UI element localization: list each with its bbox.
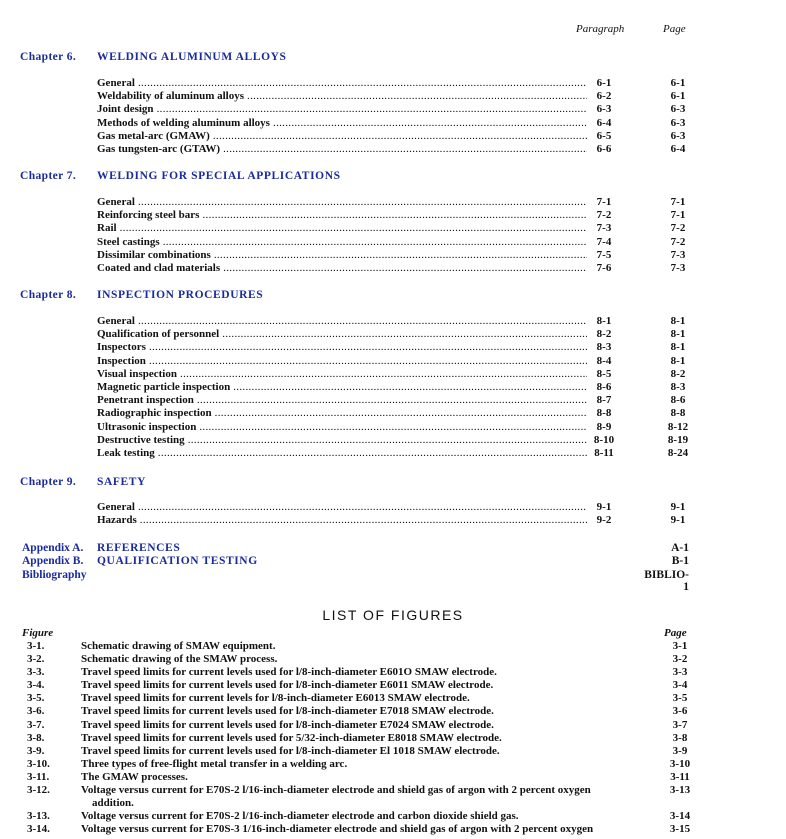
chapter-heading[interactable]: [20, 476, 146, 488]
entry-page: 6-1: [670, 90, 686, 103]
figure-number: 3-7.: [27, 718, 45, 731]
figure-caption: Voltage versus current for E70S-3 1/16-inch-diameter electrode and shield gas of argon with 2 percent oxygen: [81, 823, 594, 836]
figure-caption: Travel speed limits for current levels used for 5/32-inch-diameter E8018 SMAW electrode.: [81, 731, 502, 744]
figure-page: 3-2: [672, 653, 688, 666]
toc-entry[interactable]: [97, 407, 697, 420]
figure-page: 3-5: [672, 692, 688, 705]
chapter-label: Chapter 7.: [20, 170, 77, 182]
toc-entry[interactable]: [97, 434, 697, 447]
figure-number: 3-14.: [27, 823, 50, 836]
toc-entry[interactable]: [97, 501, 697, 514]
figure-page: 3-8: [672, 731, 688, 744]
toc-entry[interactable]: [97, 421, 697, 434]
figure-caption: Voltage versus current for E70S-2 l/16-inch-diameter electrode and shield gas of argon with 2 percent oxygen: [81, 784, 591, 797]
entry-paragraph: 8-1: [587, 315, 621, 327]
entry-page: 7-1: [670, 209, 686, 222]
toc-entry[interactable]: [97, 328, 697, 341]
chapter-heading[interactable]: [20, 170, 341, 182]
entry-page: 7-1: [670, 196, 686, 208]
toc-entry[interactable]: [97, 117, 697, 130]
figure-number: 3-3.: [27, 666, 45, 679]
entry-page: 6-4: [670, 142, 686, 155]
figure-column-header: Figure: [22, 627, 54, 639]
entry-title: Dissimilar combinations .....: [97, 249, 587, 261]
entry-title: Penetrant inspection .....: [97, 394, 587, 406]
appendix-page: B-1: [671, 555, 689, 567]
entry-paragraph: 6-3: [587, 103, 621, 115]
entry-title: Rail .....: [97, 222, 587, 234]
appendix-title: QUALIFICATION TESTING: [97, 555, 258, 567]
figure-page: 3-9: [672, 744, 688, 757]
entry-paragraph: 8-10: [587, 434, 621, 446]
entry-page: 8-6: [670, 394, 686, 407]
entry-paragraph: 8-9: [587, 421, 621, 433]
entry-page: 6-3: [670, 103, 686, 116]
chapter-title: WELDING ALUMINUM ALLOYS: [97, 51, 287, 63]
figure-entry[interactable]: [0, 640, 786, 653]
figure-entry[interactable]: [0, 705, 786, 718]
entry-title: Destructive testing .....: [97, 434, 587, 446]
figure-page-column-header: Page: [664, 627, 687, 639]
entry-paragraph: 8-7: [587, 394, 621, 406]
toc-entry[interactable]: [97, 130, 697, 143]
entry-page: 6-3: [670, 129, 686, 142]
toc-entry[interactable]: [97, 90, 697, 103]
entry-title: Methods of welding aluminum alloys .....: [97, 117, 587, 129]
entry-title: Steel castings .....: [97, 236, 587, 248]
figure-number: 3-11.: [27, 770, 50, 783]
toc-entry[interactable]: [97, 236, 697, 249]
entry-page: 9-1: [670, 501, 686, 513]
entry-title: Weldability of aluminum alloys .....: [97, 90, 587, 102]
figure-page: 3-14: [669, 810, 691, 823]
entry-page: 8-24: [667, 446, 689, 459]
toc-entry[interactable]: [97, 143, 697, 156]
figure-caption: Schematic drawing of the SMAW process.: [81, 653, 278, 666]
entry-title: General .....: [97, 315, 587, 327]
figure-entry[interactable]: [0, 745, 786, 758]
entry-page: 8-3: [670, 380, 686, 393]
entry-title: Radiographic inspection .....: [97, 407, 587, 419]
figure-entry[interactable]: [0, 679, 786, 692]
figure-caption: Travel speed limits for current levels used for l/8-inch-diameter El 1018 SMAW electrode.: [81, 744, 500, 757]
entry-paragraph: 7-1: [587, 196, 621, 208]
toc-entry[interactable]: [97, 514, 697, 527]
figure-entry[interactable]: [0, 823, 786, 836]
paragraph-column-header: Paragraph: [576, 23, 625, 35]
figure-number: 3-13.: [27, 810, 50, 823]
entry-title: Inspection .....: [97, 355, 587, 367]
toc-section: [97, 196, 697, 275]
figure-entry[interactable]: [0, 732, 786, 745]
toc-entry[interactable]: [97, 262, 697, 275]
figure-number: 3-10.: [27, 757, 50, 770]
figure-number: 3-2.: [27, 653, 45, 666]
chapter-heading[interactable]: [20, 51, 287, 63]
entry-page: 7-2: [670, 222, 686, 235]
bibliography-entry[interactable]: [22, 569, 97, 581]
entry-paragraph: 6-2: [587, 90, 621, 102]
toc-entry[interactable]: [97, 249, 697, 262]
chapter-label: Chapter 6.: [20, 51, 77, 63]
bibliography-label: Bibliography: [22, 569, 87, 581]
entry-title: Reinforcing steel bars .....: [97, 209, 587, 221]
figure-number: 3-5.: [27, 692, 45, 705]
figure-entry[interactable]: [0, 653, 786, 666]
toc-entry[interactable]: [97, 222, 697, 235]
entry-paragraph: 9-1: [587, 501, 621, 513]
chapter-heading[interactable]: [20, 289, 263, 301]
entry-page: 7-2: [670, 235, 686, 248]
page-column-header: Page: [663, 23, 686, 35]
entry-paragraph: 8-4: [587, 355, 621, 367]
entry-paragraph: 8-6: [587, 381, 621, 393]
figure-entry[interactable]: [0, 692, 786, 705]
entry-paragraph: 7-2: [587, 209, 621, 221]
entry-page: 8-8: [670, 407, 686, 420]
entry-paragraph: 8-8: [587, 407, 621, 419]
entry-paragraph: 9-2: [587, 514, 621, 526]
chapter-title: SAFETY: [97, 476, 146, 488]
figure-page: 3-4: [672, 679, 688, 692]
toc-entry[interactable]: [97, 196, 697, 209]
entry-page: 6-3: [670, 116, 686, 129]
entry-page: 7-3: [670, 248, 686, 261]
toc-entry[interactable]: [97, 341, 697, 354]
entry-title: General .....: [97, 196, 587, 208]
figure-page: 3-13: [669, 784, 691, 797]
toc-entry[interactable]: [97, 394, 697, 407]
figure-caption: Schematic drawing of SMAW equipment.: [81, 640, 276, 652]
chapter-title: WELDING FOR SPECIAL APPLICATIONS: [97, 170, 341, 182]
appendix-label: Appendix A.: [22, 542, 84, 554]
entry-paragraph: 7-3: [587, 222, 621, 234]
toc-entry[interactable]: [97, 209, 697, 222]
figure-number: 3-4.: [27, 679, 45, 692]
entry-title: Coated and clad materials .....: [97, 262, 587, 274]
figure-entry[interactable]: [0, 666, 786, 679]
figure-caption: The GMAW processes.: [81, 770, 188, 783]
figure-caption: Travel speed limits for current levels used for l/8-inch-diameter E601O SMAW electrode.: [81, 666, 497, 679]
figure-number: 3-8.: [27, 731, 45, 744]
figure-page: 3-7: [672, 718, 688, 731]
entry-paragraph: 8-3: [587, 341, 621, 353]
figure-number: 3-1.: [27, 640, 45, 652]
figure-caption: Travel speed limits for current levels for l/8-inch-diameter E6013 SMAW electrode.: [81, 692, 470, 705]
toc-entry[interactable]: [97, 381, 697, 394]
figure-entry[interactable]: [0, 784, 786, 810]
toc-entry[interactable]: [97, 77, 697, 90]
entry-paragraph: 7-6: [587, 262, 621, 274]
toc-entry[interactable]: [97, 315, 697, 328]
entry-paragraph: 8-11: [587, 447, 621, 459]
figure-page: 3-1: [672, 640, 688, 652]
entry-paragraph: 7-5: [587, 249, 621, 261]
list-of-figures-title: LIST OF FIGURES: [322, 607, 464, 623]
figure-number: 3-9.: [27, 744, 45, 757]
figure-number: 3-6.: [27, 705, 45, 718]
figure-entry[interactable]: [0, 719, 786, 732]
figure-caption-continuation: addition.: [92, 797, 134, 810]
appendix-entry[interactable]: [22, 542, 180, 554]
entry-page: 8-1: [670, 315, 686, 327]
entry-page: 8-19: [667, 433, 689, 446]
figure-page: 3-10: [669, 757, 691, 770]
entry-title: General .....: [97, 77, 587, 89]
toc-section: [97, 501, 697, 527]
figure-caption: Travel speed limits for current levels used for l/8-inch-diameter E6011 SMAW electrode.: [81, 679, 494, 692]
entry-paragraph: 8-5: [587, 368, 621, 380]
entry-title: Inspectors .....: [97, 341, 587, 353]
figure-caption: Travel speed limits for current levels used for l/8-inch-diameter E7024 SMAW electrode.: [81, 718, 494, 731]
entry-title: Qualification of personnel .....: [97, 328, 587, 340]
entry-title: Gas metal-arc (GMAW) .....: [97, 130, 587, 142]
entry-page: 8-1: [670, 341, 686, 354]
entry-paragraph: 6-5: [587, 130, 621, 142]
figure-entry[interactable]: [0, 771, 786, 784]
figure-caption: Three types of free-flight metal transfer in a welding arc.: [81, 757, 348, 770]
entry-page: 6-1: [670, 77, 686, 89]
figure-page: 3-11: [670, 770, 690, 783]
entry-title: Leak testing .....: [97, 447, 587, 459]
figure-page: 3-6: [672, 705, 688, 718]
figure-page: 3-3: [672, 666, 688, 679]
figure-page: 3-15: [669, 823, 691, 836]
entry-title: General .....: [97, 501, 587, 513]
toc-section: [97, 77, 697, 156]
toc-section: [97, 315, 697, 460]
entry-title: Hazards .....: [97, 514, 587, 526]
figure-entry[interactable]: [0, 758, 786, 771]
entry-paragraph: 6-1: [587, 77, 621, 89]
entry-title: Visual inspection .....: [97, 368, 587, 380]
entry-page: 9-1: [670, 514, 686, 527]
entry-paragraph: 8-2: [587, 328, 621, 340]
appendix-label: Appendix B.: [22, 555, 84, 567]
entry-title: Joint design .....: [97, 103, 587, 115]
bibliography-page: BIBLIO-1: [644, 569, 689, 593]
entry-paragraph: 7-4: [587, 236, 621, 248]
entry-page: 8-12: [667, 420, 689, 433]
entry-page: 8-1: [670, 328, 686, 341]
entry-page: 7-3: [670, 261, 686, 274]
entry-title: Gas tungsten-arc (GTAW) .....: [97, 143, 587, 155]
figure-caption: Travel speed limits for current levels used for l/8-inch-diameter E7018 SMAW electrode.: [81, 705, 494, 718]
toc-entry[interactable]: [97, 447, 697, 460]
chapter-label: Chapter 8.: [20, 289, 77, 301]
appendix-page: A-1: [671, 542, 689, 554]
entry-page: 8-2: [670, 367, 686, 380]
figure-caption: Voltage versus current for E70S-2 l/16-inch-diameter electrode and carbon dioxide shield gas.: [81, 810, 519, 823]
toc-entry[interactable]: [97, 368, 697, 381]
figure-list: [0, 640, 786, 836]
figure-number: 3-12.: [27, 784, 50, 797]
appendix-entry[interactable]: [22, 555, 258, 567]
entry-title: Magnetic particle inspection .....: [97, 381, 587, 393]
chapter-label: Chapter 9.: [20, 476, 77, 488]
entry-paragraph: 6-6: [587, 143, 621, 155]
appendix-title: REFERENCES: [97, 542, 181, 554]
entry-title: Ultrasonic inspection .....: [97, 421, 587, 433]
toc-entry[interactable]: [97, 103, 697, 116]
entry-paragraph: 6-4: [587, 117, 621, 129]
entry-page: 8-1: [670, 354, 686, 367]
toc-entry[interactable]: [97, 355, 697, 368]
chapter-title: INSPECTION PROCEDURES: [97, 289, 264, 301]
figure-entry[interactable]: [0, 810, 786, 823]
